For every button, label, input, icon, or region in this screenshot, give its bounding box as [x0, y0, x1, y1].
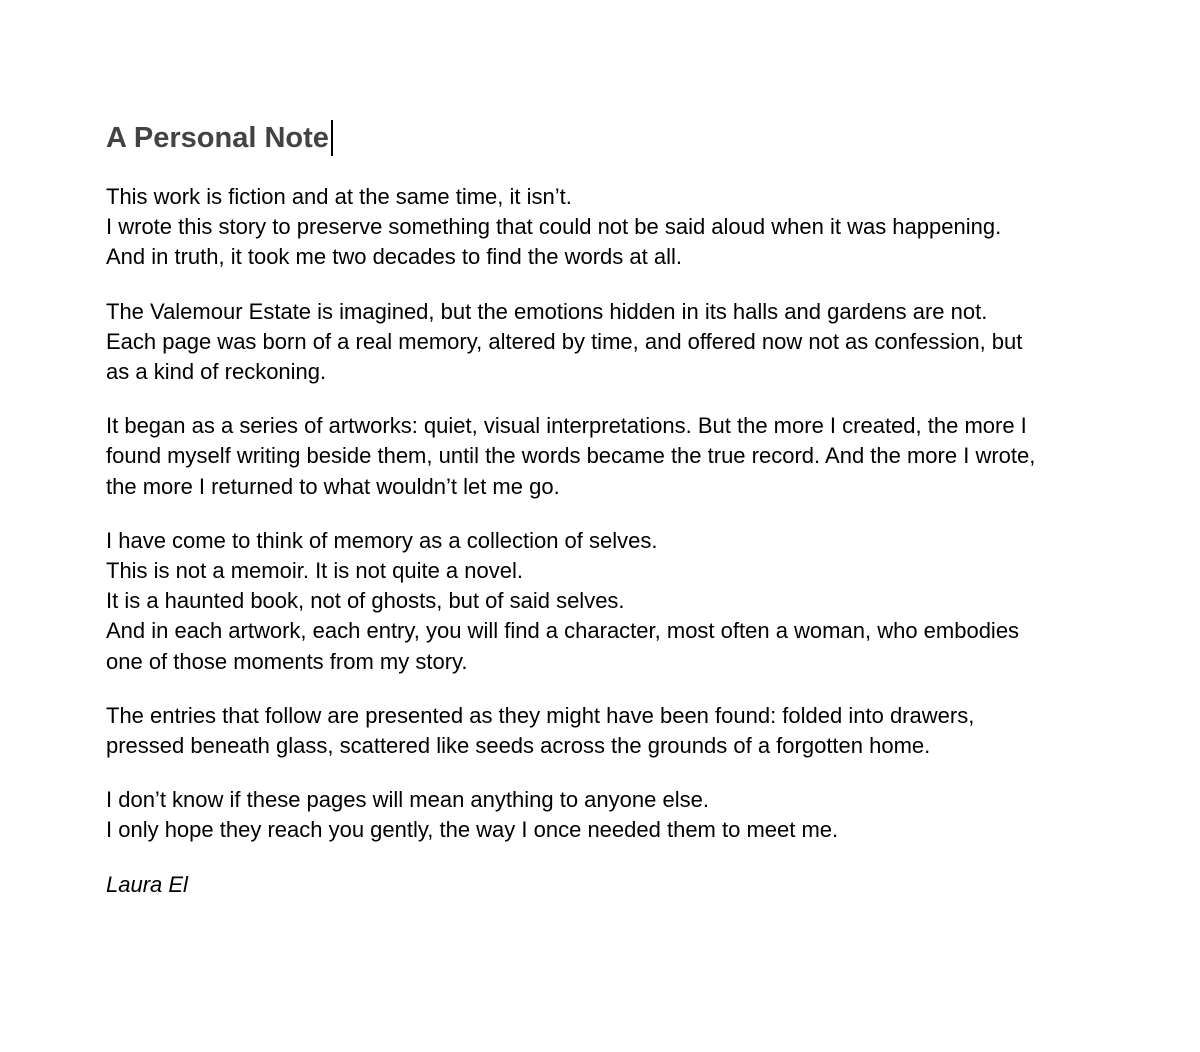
paragraph[interactable] [106, 182, 1100, 273]
paragraph[interactable] [106, 526, 1100, 677]
paragraph-line[interactable]: I have come to think of memory as a collection of selves. [106, 527, 658, 553]
paragraph-line[interactable]: I don’t know if these pages will mean anything to anyone else. [106, 787, 709, 813]
paragraph-line[interactable]: the more I returned to what wouldn’t let me go. [106, 473, 560, 499]
paragraph-line[interactable]: The Valemour Estate is imagined, but the emotions hidden in its halls and gardens are not. [106, 298, 988, 324]
paragraph-line[interactable]: found myself writing beside them, until the words became the true record. And the more I wrote, [106, 443, 1036, 469]
paragraph-line[interactable]: And in each artwork, each entry, you will find a character, most often a woman, who embodies [106, 618, 1020, 644]
paragraph-line[interactable]: This work is fiction and at the same time, it isn’t. [106, 184, 572, 209]
paragraph-line[interactable]: It is a haunted book, not of ghosts, but of said selves. [106, 588, 625, 614]
paragraph-line[interactable]: pressed beneath glass, scattered like seeds across the grounds of a forgotten home. [106, 733, 931, 759]
page-title[interactable]: A Personal Note [106, 122, 329, 154]
paragraph-line[interactable]: And in truth, it took me two decades to find the words at all. [106, 244, 682, 270]
paragraph-line[interactable]: one of those moments from my story. [106, 648, 468, 674]
paragraph[interactable] [106, 297, 1100, 388]
paragraph-line[interactable]: This is not a memoir. It is not quite a novel. [106, 558, 523, 584]
title-row[interactable] [106, 118, 1100, 158]
signature[interactable]: Laura El [106, 871, 188, 897]
paragraph-line[interactable]: I only hope they reach you gently, the way I once needed them to meet me. [106, 817, 839, 843]
paragraph[interactable] [106, 701, 1100, 761]
paragraph-line[interactable]: The entries that follow are presented as they might have been found: folded into drawers, [106, 702, 975, 728]
paragraph-line[interactable]: It began as a series of artworks: quiet, visual interpretations. But the more I created, the more I [106, 413, 1027, 439]
paragraph[interactable] [106, 785, 1100, 845]
text-cursor [331, 120, 333, 156]
paragraph-line[interactable]: as a kind of reckoning. [106, 359, 327, 385]
document-body[interactable] [106, 182, 1100, 846]
paragraph-line[interactable]: I wrote this story to preserve something that could not be said aloud when it was happening. [106, 214, 1002, 240]
paragraph[interactable] [106, 411, 1100, 502]
paragraph-line[interactable]: Each page was born of a real memory, altered by time, and offered now not as confession, but [106, 328, 1023, 354]
